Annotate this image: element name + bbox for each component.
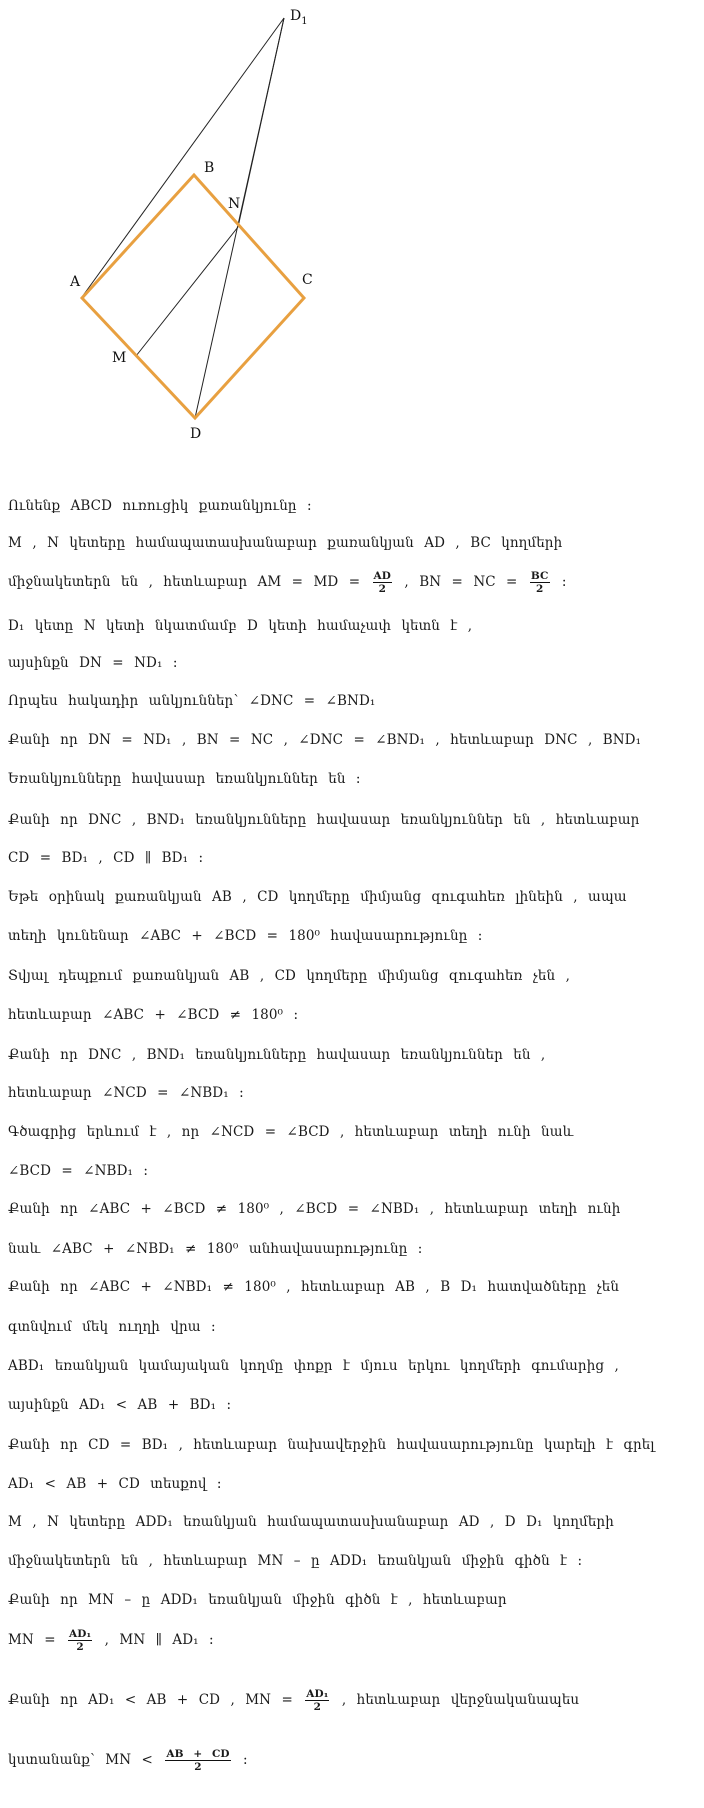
proof-line-3: միջնակետերն են , հետևաբար AM = MD = $\frac{AD}{2}$ , BN = NC = $\frac{BC}{2}$ : <box>8 570 567 595</box>
proof-line-18: ∠BCD = ∠NBD₁ : <box>8 1163 149 1179</box>
proof-line-4: D₁ կետը N կետի նկատմամբ D կետի համաչափ կետն է , <box>8 618 473 634</box>
proof-line-21: Քանի որ ∠ABC + ∠NBD₁ ≠ 180⁰ , հետևաբար AB , B D₁ հատվածները չեն <box>8 1279 620 1295</box>
proof-line-22: գտնվում մեկ ուղղի վրա : <box>8 1319 216 1335</box>
proof-line-20: նաև ∠ABC + ∠NBD₁ ≠ 180⁰ անհավասարությունը : <box>8 1241 423 1257</box>
proof-line-23: ABD₁ եռանկյան կամայական կողմը փոքր է մյուս երկու կողմերի գումարից , <box>8 1358 619 1374</box>
fraction-ad1-2-b: $\frac{\text{AD₁}}{2}$ <box>306 1688 329 1713</box>
fraction-ad-2: $\frac{AD}{2}$ <box>373 570 391 595</box>
proof-line-7: Քանի որ DN = ND₁ , BN = NC , ∠DNC = ∠BND₁ , հետևաբար DNC , BND₁ <box>8 732 642 748</box>
proof-line-30: MN = $\frac{\text{AD₁}}{2}$ , MN ∥ AD₁ : <box>8 1628 214 1653</box>
proof-line-24: այսինքն AD₁ < AB + BD₁ : <box>8 1397 232 1413</box>
proof-line-9: Քանի որ DNC , BND₁ եռանկյունները հավասար եռանկյուններ են , հետևաբար <box>8 812 640 828</box>
proof-line-29: Քանի որ MN – ը ADD₁ եռանկյան միջին գիծն է , հետևաբար <box>8 1592 507 1608</box>
label-c: C <box>302 272 313 288</box>
label-a: A <box>70 274 81 290</box>
proof-line-1: Ունենք ABCD ուռուցիկ քառանկյունը : <box>8 498 312 514</box>
proof-line-16: հետևաբար ∠NCD = ∠NBD₁ : <box>8 1085 244 1101</box>
proof-line-32: կստանանք՝ MN < $\frac{AB + CD}{2}$ : <box>8 1748 248 1773</box>
label-m: M <box>112 350 127 366</box>
label-b: B <box>204 160 215 176</box>
label-d1: $D_1$ <box>290 8 308 27</box>
proof-line-14: հետևաբար ∠ABC + ∠BCD ≠ 180⁰ : <box>8 1007 299 1023</box>
proof-line-5: այսինքն DN = ND₁ : <box>8 655 178 671</box>
proof-line-12: տեղի կունենար ∠ABC + ∠BCD = 180⁰ հավասարությունը : <box>8 928 483 944</box>
proof-line-17: Գծագրից երևում է , որ ∠NCD = ∠BCD , հետևաբար տեղի ունի նաև <box>8 1124 574 1140</box>
proof-line-19: Քանի որ ∠ABC + ∠BCD ≠ 180⁰ , ∠BCD = ∠NBD₁ , հետևաբար տեղի ունի <box>8 1201 621 1217</box>
label-d: D <box>190 426 202 442</box>
proof-line-31: Քանի որ AD₁ < AB + CD , MN = $\frac{\text{AD₁}}{2}$ , հետևաբար վերջնականապես <box>8 1688 580 1713</box>
proof-line-26: AD₁ < AB + CD տեսքով : <box>8 1476 222 1492</box>
proof-line-2: M , N կետերը համապատասխանաբար քառանկյան AD , BC կողմերի <box>8 535 563 551</box>
fraction-ab-cd-2: $\frac{AB + CD}{2}$ <box>166 1748 230 1773</box>
proof-line-28: միջնակետերն են , հետևաբար MN – ը ADD₁ եռանկյան միջին գիծն է : <box>8 1553 583 1569</box>
proof-line-10: CD = BD₁ , CD ∥ BD₁ : <box>8 850 204 866</box>
quadrilateral-abcd <box>82 175 304 418</box>
proof-line-6: Որպես հակադիր անկյուններ՝ ∠DNC = ∠BND₁ <box>8 693 376 709</box>
proof-line-25: Քանի որ CD = BD₁ , հետևաբար նախավերջին հավասարությունը կարելի է գրել <box>8 1437 655 1453</box>
fraction-bc-2: $\frac{BC}{2}$ <box>530 570 549 595</box>
proof-line-27: M , N կետերը ADD₁ եռանկյան համապատասխանաբար AD , D D₁ կողմերի <box>8 1514 614 1530</box>
label-n: N <box>228 196 241 212</box>
proof-line-11: Եթե օրինակ քառանկյան AB , CD կողմերը միմյանց զուգահեռ լինեին , ապա <box>8 889 627 905</box>
geometry-figure <box>0 0 704 470</box>
proof-line-8: Եռանկյունները հավասար եռանկյուններ են : <box>8 771 361 787</box>
fraction-ad1-2: $\frac{\text{AD₁}}{2}$ <box>69 1628 92 1653</box>
proof-line-13: Տվյալ դեպքում քառանկյան AB , CD կողմերը միմյանց զուգահեռ չեն , <box>8 968 570 984</box>
proof-line-15: Քանի որ DNC , BND₁ եռանկյունները հավասար եռանկյուններ են , <box>8 1047 546 1063</box>
